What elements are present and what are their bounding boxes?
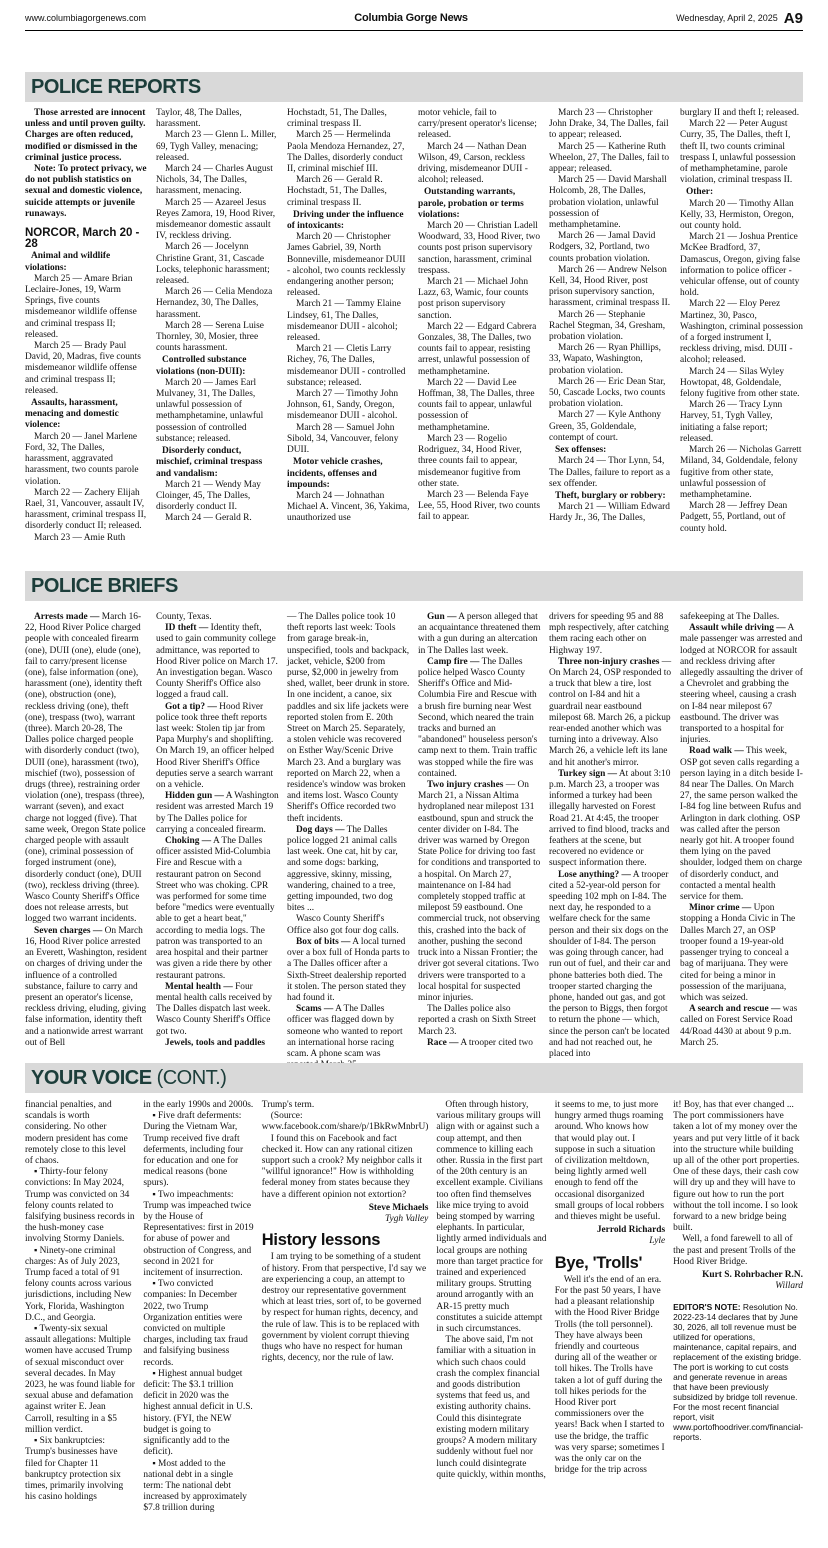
paragraph-text: March 24 — Nathan Dean Wilson, 49, Carson, reckless driving, misdemeanor DUII - alcohol; released.: [418, 141, 528, 186]
letter-location: Tygh Valley: [385, 1214, 429, 1225]
category-subhead: Animal and wildlife violations:: [25, 251, 111, 273]
paragraph-text: March 24 — Silas Wyley Howtopat, 48, Goldendale, felony fugitive from other state.: [680, 366, 800, 400]
item-heading: Seven charges —: [34, 925, 103, 936]
paragraph-text: March 20 — Timothy Allan Kelly, 33, Hermiston, Oregon, out county hold.: [680, 198, 794, 232]
paragraph-text: ▪ Most added to the national debt in a single term: The national debt increased by approximately $7.8 trillion during: [143, 1458, 247, 1514]
paragraph-text: The above said, I'm not familiar with a situation in which such chaos could crash the complex financial and goods distribution systems that feed us, and existing authority chains. Could this disintegrate existing modern military groups? A modern military suddenly without fuel nor lunch could disintegrate quite quickly, within months,: [436, 1335, 546, 1480]
paragraph: [549, 175, 672, 231]
paragraph-text: Upon stopping a Honda Civic in The Dalles March 27, an OSP trooper found a 19-year-old passenger trying to conceal a bag of marijuana. They were cited for being a minor in possession of the marijuana, which was seized.: [680, 903, 796, 1003]
paragraph-text: ▪ Ninety-one criminal charges: As of July 2023, Trump faced a total of 91 felony counts across various jurisdictions, including New York, Florida, Washington D.C., and Georgia.: [25, 1245, 132, 1323]
item-heading: Minor crime —: [689, 903, 752, 914]
paragraph: [143, 1279, 253, 1369]
paragraph-text: March 22 — Peter August Curry, 35, The Dalles, theft I, theft II, two counts criminal trespass I, unlawful possession of methamphetamine, parole violation, criminal trespass II.: [680, 119, 796, 186]
report-region-heading: NORCOR, March 20 - 28: [25, 227, 140, 251]
paragraph-text: March 21 — Michael John Lazz, 63, Wamic, four counts post prison supervisory sanction.: [418, 277, 529, 321]
paragraph: [25, 432, 148, 488]
paragraph: [549, 657, 672, 769]
paragraph-text: March 22 — Eloy Perez Martinez, 30, Pasco, Washington, criminal possession of a forged instrument I, reckless driving, misd. DUII - alcohol; released.: [680, 299, 803, 366]
paragraph: [25, 1324, 135, 1436]
paragraph: [549, 310, 672, 344]
paragraph: [673, 1100, 803, 1234]
paragraph: [287, 914, 410, 936]
paragraph-text: March 25 — David Marshall Holcomb, 28, The Dalles, probation violation, unlawful possession of methamphetamine.: [549, 175, 667, 231]
paragraph-text: March 20 — Christian Ladell Woodward, 33, Hood River, two counts post prison supervisory sanction, harassment, criminal trespass.: [418, 221, 541, 276]
paragraph: [418, 322, 541, 378]
website-url[interactable]: www.columbiagorgenews.com: [25, 13, 147, 23]
paragraph: [287, 130, 410, 175]
paragraph-text: March 23 — Christopher John Drake, 34, The Dalles, fail to appear; released.: [549, 108, 669, 141]
paragraph-text: A Washington resident was arrested March 19 by The Dalles police for carrying a concealed firearm.: [156, 791, 279, 835]
paragraph: [680, 400, 803, 445]
paragraph: [156, 198, 279, 243]
paragraph-text: On March 16, Hood River police arrested an Everett, Washington, resident on charges of driving under the influence of a controlled substance, failure to carry and present an operator's license, reckless driving, eluding, giving false information, identity theft and a nationwide arrest warrant out of Bell: [25, 925, 147, 1048]
paragraph-text: County, Texas.: [156, 612, 212, 622]
paragraph-text: A The Dalles officer assisted Mid-Columbia Fire and Rescue with a restaurant patron on Second Street who was choking. CPR was performed for some time before "medics were eventually able to get a heart beat," according to media logs. The patron was transported to an area hospital and their partner was given a ride there by other restaurant patrons.: [156, 836, 275, 981]
paragraph: [436, 1335, 546, 1481]
paragraph-text: it! Boy, has that ever changed ... The port commissioners have taken a lot of my money over the years and put very little of it back into the structure while building up all of the other port properties. One of these days, their cash cow will dry up and they will have to figure out how to run the port without the toll income. I so look forward to a new bridge being built.: [673, 1100, 800, 1234]
page-number: A9: [783, 9, 803, 27]
paragraph-text: March 22 — Edgard Cabrera Gonzales, 38, The Dalles, two counts fail to appear, resisting arrest, unlawful possession of methamphetamine.: [418, 321, 537, 377]
paragraph-text: March 26 — Jocelynn Christine Grant, 31, Cascade Locks, telephonic harassment; released.: [156, 242, 270, 287]
category-subhead: Sex offenses:: [555, 445, 607, 456]
paragraph: [680, 199, 803, 233]
masthead: [25, 6, 803, 31]
paragraph-text: — On March 21, a Nissan Altima hydroplaned near milepost 131 eastbound, spun and struck the center divider on I-84. The driver was warned by Oregon State Police for driving too fast for conditions and transported to a hospital. On March 27, maintenance on I-84 had completely stopped traffic at milepost 59 eastbound. One commercial truck, not observing this, crashed into the back of another, pushing the second truck into a Nissan Frontier; the driver got several citations. Two drivers were transported to a local hospital for suspected minor injuries.: [418, 780, 541, 1003]
paragraph-text: At about 3:10 p.m. March 23, a trooper was informed a turkey had been illegally harvested on Forest Road 21. At 4:45, the trooper arrived to find blood, tracks and feathers at the scene, but recovered no evidence or suspect information there.: [549, 768, 671, 869]
paragraph-text: Taylor, 48, The Dalles, harassment.: [156, 108, 242, 130]
text-column: [418, 612, 541, 1071]
paragraph: [418, 612, 541, 657]
paragraph-text: March 22 — David Lee Hoffman, 38, The Dalles, three counts fail to appear, unlawful possession of methamphetamine.: [418, 377, 535, 433]
paragraph: [549, 456, 672, 490]
paragraph-text: March 26 — Celia Mendoza Hernandez, 30, The Dalles, harassment.: [156, 287, 273, 320]
paragraph: [549, 870, 672, 1060]
text-column: [418, 108, 541, 562]
category-subhead: Theft, burglary or robbery:: [555, 490, 666, 501]
text-column: [156, 612, 279, 1071]
paragraph: [418, 490, 541, 524]
paragraph: [25, 1246, 135, 1324]
paragraph-text: The Dalles police also reported a crash on Sixth Street March 23.: [418, 1004, 536, 1037]
paragraph-text: March 25 — Amare Brian Leclaire-Jones, 19, Warm Springs, five counts misdemeanor wildlife offense and criminal trespass II; released.: [25, 273, 137, 340]
paragraph: [262, 1111, 429, 1133]
paragraph-text: The Dalles police logged 21 animal calls last week. One cat, hit by car, and some dogs: barking, aggressive, skinny, missing, wandering, chained to a tree, getting impounded, two dog bites ...: [287, 824, 398, 914]
paragraph-text: safekeeping at The Dalles.: [680, 612, 780, 622]
section-title-suffix: (CONT.): [156, 1066, 227, 1089]
paragraph: [549, 343, 672, 377]
paragraph: [418, 1004, 541, 1038]
paragraph: [680, 612, 803, 623]
paragraph-text: ▪ Thirty-four felony convictions: In May 2024, Trump was convicted on 34 felony counts related to falsifying business records in the hush-money case involving Stormy Daniels.: [25, 1167, 135, 1245]
paragraph: [549, 265, 672, 310]
date-and-page: [676, 10, 803, 27]
paragraph: [287, 491, 410, 525]
paragraph-text: March 26 — Jamal David Rodgers, 32, Portland, two counts probation violation.: [549, 231, 656, 264]
paragraph: [156, 480, 279, 514]
paragraph-text: Four mental health calls received by The Dalles dispatch last week. Wasco County Sheriff's Office got two.: [156, 981, 273, 1037]
disclaimer-note: Note: To protect privacy, we do not publish statistics on sexual and domestic violence, suicide attempts or juvenile runaways.: [25, 164, 147, 219]
editors-note: [673, 1302, 803, 1442]
paragraph: [287, 344, 410, 389]
paragraph: [25, 926, 148, 1049]
paragraph-text: March 22 — Zachery Elijah Rael, 31, Vancouver, assault IV, harassment, criminal trespass II, disorderly conduct II; released.: [25, 487, 147, 532]
paragraph: [680, 1004, 803, 1049]
paragraph-text: March 21 — Cletis Larry Richey, 76, The Dalles, misdemeanor DUII - controlled substance; released.: [287, 344, 406, 388]
paragraph: [143, 1190, 253, 1280]
paragraph: [156, 513, 279, 524]
paragraph: [680, 299, 803, 366]
paragraph: [156, 378, 279, 445]
item-heading: Dog days —: [296, 824, 345, 835]
paragraph-text: March 28 — Jeffrey Dean Padgett, 55, Portland, out of county hold.: [680, 501, 788, 534]
paragraph-text: March 20 — Christopher James Gabriel, 39, North Bonneville, misdemeanor DUII - alcohol, two counts recklessly endangering another person; released.: [287, 232, 406, 299]
paragraph-text: motor vehicle, fail to carry/present operator's license; released.: [418, 108, 537, 141]
item-heading: Scams —: [296, 1004, 334, 1015]
paragraph-text: ▪ Two impeachments: Trump was impeached twice by the House of Representatives: first in 2019 for abuse of power and obstruction of Congress, and second in 2021 for incitement of insurrection.: [143, 1189, 254, 1279]
paragraph-text: March 26 — Tracy Lynn Harvey, 51, Tygh Valley, initiating a false report; released.: [680, 400, 783, 444]
paragraph-text: A male passenger was arrested and lodged at NORCOR for assault and reckless driving after allegedly assaulting the driver of a Chevrolet and grabbing the steering wheel, causing a crash on I-84 near milepost 67 eastbound. The driver was transported to a hospital for injuries.: [680, 623, 803, 746]
paragraph-text: March 23 — Amie Ruth: [34, 532, 126, 543]
letter-author: Steve Michaels: [368, 1202, 429, 1213]
text-column: [287, 612, 410, 1071]
text-column: [680, 108, 803, 562]
paragraph-text: in the early 1990s and 2000s.: [143, 1100, 254, 1110]
paragraph-text: March 24 — Thor Lynn, 54, The Dalles, failure to report as a sex offender.: [549, 456, 671, 489]
paragraph: [287, 1004, 410, 1071]
paragraph-text: (Source: www.facebook.com/share/p/1BkRwMnbrU): [261, 1111, 429, 1133]
paragraph: [25, 533, 148, 544]
paragraph-text: ▪ Six bankruptcies: Trump's businesses have filed for Chapter 11 bankruptcy protection six times, primarily involving his casino holdings: [25, 1436, 124, 1503]
paragraph-text: This week, OSP got seven calls regarding a person laying in a ditch beside I-84 near The Dalles. On March 27, the same person walked the I-84 fog line between Rufus and Arlington in dark clothing. OSP was called after the person nearly got hit. A trooper found them lying on the paved shoulder, lodged them on charge of disorderly conduct, and contacted a mental health service for them.: [680, 746, 803, 903]
paragraph: [25, 1100, 135, 1167]
paragraph-text: March 28 — Samuel John Sibold, 34, Vancouver, felony DUII.: [287, 422, 399, 456]
paragraph: [156, 702, 279, 792]
police-reports-header: [25, 72, 803, 102]
paragraph: [680, 232, 803, 299]
paragraph-text: March 23 — Rogelio Rodriguez, 34, Hood River, three counts fail to appear, misdemeanor fugitive from other state.: [418, 433, 522, 489]
item-heading: Gun —: [427, 612, 457, 622]
paragraph: [287, 423, 410, 457]
paragraph-text: Well it's the end of an era. For the past 50 years, I have had a pleasant relationship with the Hood River Bridge Trolls (the toll personnel). They have always been friendly and courteous during all of the weather or toll hikes. The Trolls have taken a lot of guff during the toll hikes periods for the Hood River port commissioners over the years! Back when I started to use the bridge, the traffic was very sparse; sometimes I was the only car on the bridge for the trip across: [554, 1274, 665, 1476]
paragraph-text: March 24 — Charles August Nichols, 34, The Dalles, harassment, menacing.: [156, 164, 273, 197]
paragraph: [549, 231, 672, 265]
paragraph: [549, 612, 672, 657]
paragraph-text: was called on Forest Service Road 44/Road 4430 at about 9 p.m. March 25.: [680, 1004, 798, 1048]
paragraph: [287, 299, 410, 344]
paragraph-text: March 26 — Eric Dean Star, 50, Cascade Locks, two counts probation violation.: [549, 376, 666, 410]
paragraph-text: A local turned over a box full of Honda parts to a The Dalles officer after a Sixth-Street dealership reported it stolen. The person stated they had found it.: [287, 936, 410, 1003]
paragraph: [418, 108, 541, 142]
paragraph: [143, 1369, 253, 1459]
paragraph: [156, 108, 279, 130]
section-title: POLICE REPORTS: [31, 75, 201, 98]
paragraph-text: March 25 — Azareel Jesus Reyes Zamora, 19, Hood River, misdemeanor domestic assault IV, reckless driving.: [156, 197, 276, 242]
paragraph: [549, 410, 672, 444]
paragraph-text: March 25 — Brady Paul David, 20, Madras, five counts misdemeanor wildlife offense and criminal trespass II; released.: [25, 341, 141, 396]
item-heading: Camp fire —: [427, 656, 480, 667]
paragraph: [143, 1459, 253, 1515]
item-heading: Box of bits —: [296, 936, 351, 947]
item-heading: Two injury crashes: [427, 780, 504, 791]
paragraph: [287, 389, 410, 423]
paragraph-text: March 26 — Stephanie Rachel Stegman, 34, Gresham, probation violation.: [549, 309, 666, 343]
paper-name: Columbia Gorge News: [354, 12, 468, 24]
paragraph: [262, 1252, 429, 1364]
paragraph-text: I found this on Facebook and fact checked it. How can any rational citizen support such a crook? My neighbor calls it "willful ignorance!" How is withholding federal money from states because they have a different opinion not extortion?: [261, 1133, 422, 1200]
paragraph-text: Hood River police took three theft reports last week: Stolen tip jar from Papa Murphy's and shoplifting. On March 19, an officer helped Hood River Sheriff's Office deputies serve a search warrant on a vehicle.: [156, 701, 275, 791]
paragraph: [156, 982, 279, 1038]
paragraph-text: it seems to me, to just more hungry armed thugs roaming around. Who knows how that would play out. I suppose in such a situation of civilization meltdown, being lightly armed well enough to fend off the occasional disorganized small groups of local robbers and thieves might be useful.: [554, 1100, 665, 1223]
paragraph: [156, 836, 279, 982]
text-column: [25, 108, 148, 562]
paragraph-text: — On March 24, OSP responded to a truck that blew a tire, lost control on I-84 and hit a guardrail near eastbound milepost 68. March 26, a pickup rear-ended another which was turning into a driveway. Also March 26, a vehicle left its lane and hit another's mirror.: [549, 656, 672, 768]
category-subhead: Other:: [686, 187, 714, 198]
disclaimer-note: Those arrested are innocent unless and until proven guilty. Charges are often reduced, modified or dismissed in the criminal justice process.: [25, 108, 146, 163]
paragraph-text: financial penalties, and scandals is worth considering. No other modern president has come remotely close to this level of chaos.: [25, 1100, 128, 1167]
category-subhead: Driving under the influence of intoxicants:: [287, 209, 404, 232]
paragraph-text: A The Dalles officer was flagged down by someone who wanted to report an international horse racing scam. A phone scam was: [287, 1004, 403, 1059]
category-subhead: Disorderly conduct, mischief, criminal trespass and vandalism:: [156, 446, 263, 479]
item-heading: Turkey sign —: [558, 768, 618, 779]
category-subhead: Controlled substance violations (non-DUII):: [156, 355, 247, 377]
paragraph-text: March 24 — Gerald R.: [165, 513, 252, 524]
paragraph: [156, 130, 279, 164]
item-heading: Road walk —: [689, 746, 744, 757]
letter-title: Bye, 'Trolls': [554, 1253, 643, 1272]
text-column: [436, 1100, 546, 1540]
paragraph: [680, 108, 803, 119]
paragraph: [143, 1100, 253, 1111]
text-column: [143, 1100, 253, 1540]
paragraph-text: March 26 — Andrew Nelson Kell, 34, Hood River, post prison supervisory sanction, harassment, criminal trespass II.: [549, 264, 671, 309]
police-briefs-header: [25, 571, 803, 601]
paragraph-text: March 23 — Glenn L. Miller, 69, Tygh Valley, menacing; released.: [156, 130, 277, 163]
item-heading: Got a tip? —: [165, 701, 217, 712]
paragraph-text: March 26 — Ryan Phillips, 33, Wapato, Washington, probation violation.: [549, 343, 662, 376]
paragraph: [680, 367, 803, 401]
paragraph: [287, 825, 410, 915]
paragraph: [418, 780, 541, 1004]
paragraph-text: ▪ Twenty-six sexual assault allegations: Multiple women have accused Trump of sexual misconduct over several decades. In May 2023, he was found liable for sexual abuse and defamation against writer E. Jean Carroll, resulting in a $5 million verdict.: [25, 1324, 135, 1435]
paragraph-text: March 23 — Belenda Faye Lee, 55, Hood River, two counts fail to appear.: [418, 489, 540, 523]
item-heading: Assault while driving —: [689, 623, 786, 634]
paragraph-text: March 27 — Timothy John Johnson, 61, Sandy, Oregon, misdemeanor DUII - alcohol.: [287, 389, 399, 422]
paragraph-text: The Dalles police helped Wasco County Sheriff's Office and Mid-Columbia Fire and Rescue with a brush fire burning near West Second, which neared the train tracks and burned an "abandoned" houseless person's camp next to them. Train traffic was stopped while the fire was contained.: [418, 656, 538, 779]
your-voice-header: [25, 1063, 803, 1093]
letter-title: History lessons: [261, 1231, 381, 1250]
paragraph: [418, 277, 541, 322]
paragraph-text: A person alleged that an acquaintance threatened them with a gun during an altercation in The Dalles last week.: [418, 612, 541, 656]
paragraph-text: Well, a fond farewell to all of the past and present Trolls of the Hood River Bridge.: [673, 1234, 796, 1267]
paragraph-text: March 21 — Joshua Prentice McKee Bradford, 37, Damascus, Oregon, giving false information to police officer - vehicular offense, out of county hold.: [680, 232, 801, 299]
paragraph-text: March 20 — James Earl Mulvaney, 31, The Dalles, unlawful possession of methamphetamine, unlawful possession of controlled substance; released.: [156, 377, 264, 444]
paragraph-text: A trooper cited a 52-year-old person for speeding 102 mph on I-84. The next day, he responded to a welfare check for the same person and their six dogs on the shoulder of I-84. The person was going through cancer, had run out of fuel, and their car and phone batteries both died. The trooper started charging the phone, handed out gas, and got the person to Biggs, then forgot to return the phone — which, since the person can't be located and had not reached out, he placed into: [549, 869, 671, 1059]
paragraph-text: burglary II and theft I; released.: [680, 108, 800, 118]
paragraph-text: March 21 — Wendy May Cloinger, 45, The Dalles, disorderly conduct II.: [156, 479, 261, 513]
paragraph: [418, 657, 541, 780]
paragraph: [549, 108, 672, 142]
paragraph-text: March 28 — Serena Luise Thornley, 30, Mosier, three counts harassment.: [156, 320, 264, 354]
paragraph: [287, 612, 410, 825]
text-column: [25, 1100, 135, 1540]
text-column: [680, 612, 803, 1071]
item-heading: Choking —: [165, 836, 212, 847]
issue-date: Wednesday, April 2, 2025: [676, 13, 778, 23]
text-column: [287, 108, 410, 562]
paragraph: [156, 164, 279, 198]
item-heading: ID theft —: [165, 623, 209, 634]
paragraph: [680, 119, 803, 186]
paragraph: [156, 242, 279, 287]
paragraph: [680, 445, 803, 501]
section-title: YOUR VOICE: [31, 1066, 152, 1089]
text-column: [262, 1100, 429, 1540]
paragraph: [25, 488, 148, 533]
paragraph: [549, 377, 672, 411]
paragraph-text: Wasco County Sheriff's Office also got four dog calls.: [287, 914, 399, 936]
text-column: [156, 108, 279, 562]
item-heading: Arrests made —: [34, 612, 100, 622]
paragraph-text: I am trying to be something of a student of history. From that perspective, I'd say we are experiencing a coup, an attempt to destroy our representative government which at least tries, sort of, to be governed by respect for human rights, decency, and the rule of law. This is to be replaced with government by violent corrupt thieving thugs who have no respect for human rights, decency, nor the rule of law.: [261, 1252, 427, 1364]
paragraph: [680, 746, 803, 903]
paragraph-text: Hochstadt, 51, The Dalles, criminal trespass II.: [287, 108, 387, 130]
paragraph: [287, 108, 410, 130]
text-column: [549, 612, 672, 1071]
paragraph-text: Trump's term.: [261, 1100, 315, 1110]
item-heading: Three non-injury crashes: [558, 656, 660, 667]
paragraph: [25, 612, 148, 926]
paragraph-text: March 24 — Johnathan Michael A. Vincent, 36, Yakima, unauthorized use: [287, 490, 410, 524]
paragraph-text: March 25 — Katherine Ruth Wheelon, 27, The Dalles, fail to appear; released.: [549, 141, 670, 175]
paragraph: [549, 769, 672, 870]
paragraph-text: March 27 — Kyle Anthony Green, 35, Goldendale, contempt of court.: [549, 410, 662, 443]
category-subhead: Assaults, harassment, menacing and domestic violence:: [25, 398, 119, 431]
paragraph: [156, 623, 279, 701]
paragraph: [673, 1234, 803, 1268]
paragraph: [418, 142, 541, 187]
police-reports-columns: [25, 108, 803, 562]
paragraph: [555, 1100, 665, 1223]
paragraph: [555, 1275, 665, 1477]
item-heading: Race —: [427, 1037, 459, 1048]
paragraph-text: March 21 — William Edward Hardy Jr., 36, The Dalles,: [549, 502, 670, 524]
paragraph: [262, 1100, 429, 1111]
police-briefs-columns: [25, 612, 803, 1058]
letter-location: Lyle: [649, 1236, 666, 1247]
item-heading: A search and rescue —: [689, 1004, 781, 1015]
paragraph: [156, 791, 279, 836]
paragraph: [156, 1038, 279, 1049]
text-column: [25, 612, 148, 1071]
section-title: POLICE BRIEFS: [31, 574, 178, 597]
paragraph-text: March 26 — Nicholas Garrett Miland, 34, Goldendale, felony fugitive from other state, unlawful possession of methamphetamine.: [680, 445, 802, 500]
editors-note-label: EDITOR'S NOTE:: [673, 1302, 741, 1313]
paragraph-text: Often through history, various military groups will align with or against such a coup attempt, and then commence to killing each other. Russia in the first part of the 20th century is an excellent example. Civilians too often find themselves like mice trying to avoid being stomped by warring elephants. In particular, lightly armed individuals and local groups are nothing more than target practice for trained and experienced military groups. Strutting around arrogantly with an AR-15 pretty much constitutes a suicide attempt in such circumstances.: [436, 1100, 547, 1335]
paragraph: [156, 287, 279, 321]
paragraph-text: ▪ Two convicted companies: In December 2022, two Trump Organization entities were convicted on multiple charges, including tax fraud and falsifying business records.: [143, 1279, 248, 1368]
paragraph: [680, 903, 803, 1004]
paragraph: [549, 502, 672, 524]
paragraph: [418, 221, 541, 277]
paragraph: [25, 341, 148, 397]
letter-author: Kurt S. Rohrbacher R.N.: [702, 1270, 803, 1281]
paragraph: [436, 1100, 546, 1335]
paragraph: [418, 378, 541, 434]
paragraph: [25, 274, 148, 341]
paragraph-text: March 16-22, Hood River Police charged people with concealed firearm (one), DUII (one), elude (one), fail to carry/present license (one), false information (one), harassment (one), identity theft (one), obstruction (one), reckless driving (one), theft (one), trespass (two), warrant (three). March 20-28, The Dalles police charged people with disorderly conduct (two), DUII (one), harassment (two), mischief (two), possession of drugs (three), restraining order violation (one), trespass (three), warrant (seven), and exact charge not logged (five). That same week, Oregon State police charged people with assault (one), criminal possession of forged instrument (one), disorderly conduct (one), DUII (two), reckless driving (three). Wasco County Sheriff's Office does not release arrests, but logged two warrant incidents.: [25, 612, 146, 925]
item-heading: Mental health —: [165, 981, 233, 992]
paragraph-text: March 26 — Gerald R. Hochstadt, 51, The Dalles, criminal trespass II.: [287, 175, 387, 208]
paragraph-text: March 25 — Hermelinda Paola Mendoza Hernandez, 27, The Dalles, disorderly conduct II, criminal mischief III.: [287, 130, 405, 175]
item-heading: Lose anything? —: [558, 869, 631, 880]
paragraph: [156, 612, 279, 623]
letter-location: Willard: [775, 1281, 803, 1292]
paragraph-text: A trooper cited two: [458, 1037, 533, 1048]
paragraph: [25, 1167, 135, 1245]
paragraph: [680, 623, 803, 746]
letter-author: Jerrold Richards: [596, 1225, 666, 1236]
paragraph-text: drivers for speeding 95 and 88 mph respectively, after catching them racing each other on Highway 197.: [549, 612, 669, 656]
text-column: [549, 108, 672, 562]
text-column: [555, 1100, 665, 1540]
paragraph: [287, 175, 410, 209]
paragraph: [25, 1436, 135, 1503]
paragraph: [418, 434, 541, 490]
editors-note-text: Resolution No. 2022-23-14 declares that by June 30, 2026, all toll revenue must be utilized for operations, maintenance, capital repairs, and replacement of the existing bridge. The port is working to cut costs and generate revenue in areas that have been previously subsidized by bridge toll revenue. For the most recent financial report, visit www.portofhoodriver.com/financial-reports.: [673, 1302, 804, 1443]
paragraph-text: ▪ Five draft deferments: During the Vietnam War, Trump received five draft deferments, including four for education and one for medical reasons (bone spurs).: [143, 1111, 244, 1189]
paragraph-text: ▪ Highest annual budget deficit: The $3.1 trillion deficit in 2020 was the highest annual deficit in U.S. history. (FYI, the NEW budget is going to significantly add to the deficit).: [143, 1368, 253, 1458]
paragraph-text: — The Dalles police took 10 theft reports last week: Tools from garage break-in, unspecified, tools and backpack, jacket, vehicle, $200 from purse, $2,000 in jewelry from shed, wallet, beer drunk in store. In one incident, a canoe, six paddles and six life jackets were reported stolen from E. 20th Street on March 25. Separately, a stolen vehicle was recovered on Esther Way/Scenic Drive March 23. And a burglary was reported on March 22, when a residence's window was broken and items lost. Wasco County Sheriff's Office recorded two theft incidents.: [287, 612, 410, 824]
paragraph: [143, 1111, 253, 1189]
paragraph-text: Identity theft, used to gain community college admittance, was reported to Hood River police on March 17. An investigation began. Wasco County Sheriff's Office also logged a fraud call.: [156, 623, 278, 701]
paragraph: [262, 1134, 429, 1201]
category-subhead: Motor vehicle crashes, incidents, offenses and impounds:: [287, 457, 383, 490]
paragraph: [156, 321, 279, 355]
paragraph: [287, 232, 410, 299]
paragraph-text: March 21 — Tammy Elaine Lindsey, 61, The Dalles, misdemeanor DUII - alcohol; released.: [287, 299, 401, 344]
paragraph: [680, 501, 803, 535]
your-voice-columns: [25, 1100, 803, 1540]
paragraph: [287, 937, 410, 1004]
item-heading: Hidden gun —: [165, 791, 224, 802]
paragraph-text: March 20 — Janel Marlene Ford, 32, The Dalles, harassment, aggravated harassment, two counts parole violation.: [25, 431, 139, 487]
category-subhead: Outstanding warrants, parole, probation or terms violations:: [418, 187, 524, 220]
item-heading: Jewels, tools and paddles: [165, 1037, 266, 1048]
text-column: [673, 1100, 803, 1540]
paragraph: [418, 1038, 541, 1049]
paragraph: [549, 142, 672, 176]
